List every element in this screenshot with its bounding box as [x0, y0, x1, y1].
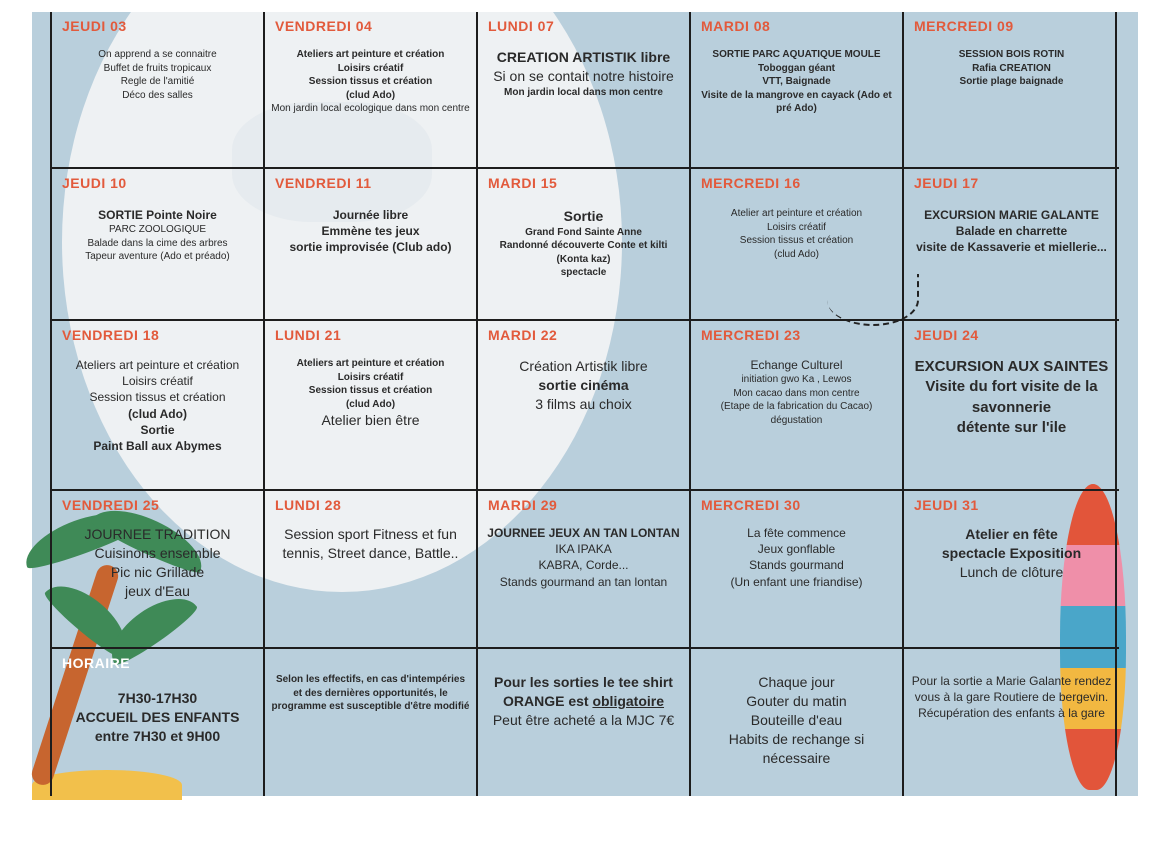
activity-line: Stands gourmand an tan lontan	[499, 574, 668, 589]
activity-line: (clud Ado)	[128, 406, 187, 421]
day-heading: MARDI 15	[488, 175, 558, 191]
activity-line: Déco des salles	[122, 89, 193, 101]
activity-line: Sortie	[563, 208, 604, 224]
day-cell	[52, 649, 265, 796]
activity-line: Stands gourmand	[749, 558, 844, 573]
activity-line: IKA IPAKA	[555, 542, 612, 557]
activity-line: (Un enfant une friandise)	[730, 574, 863, 589]
activity-line: Peut être acheté a la MJC 7€	[492, 711, 675, 728]
activity-list	[58, 207, 257, 264]
activity-line: Chaque jour	[758, 674, 835, 690]
activity-line: dégustation	[770, 414, 823, 426]
activity-list	[697, 357, 896, 427]
activity-line: Mon jardin local ecologique dans mon centre	[271, 103, 470, 114]
activity-line: ACCUEIL DES ENFANTS	[75, 708, 240, 725]
day-heading: JEUDI 17	[914, 175, 979, 191]
activity-line: Bouteille d'eau	[750, 711, 843, 728]
day-heading: JEUDI 10	[62, 175, 127, 191]
activity-line: sortie improvisée (Club ado)	[289, 240, 452, 255]
day-cell	[265, 12, 478, 169]
activity-line: Pour la sortie a Marie Galante rendez vous à la gare Routiere de bergevin.	[911, 674, 1112, 705]
day-heading: VENDREDI 11	[275, 175, 372, 191]
activity-line: JOURNEE JEUX AN TAN LONTAN	[487, 526, 680, 540]
activity-line: Balade dans la cime des arbres	[87, 237, 228, 249]
activity-line: Visite de la mangrove en cayack (Ado et pré Ado)	[701, 89, 892, 114]
activity-list	[484, 207, 683, 280]
day-heading: VENDREDI 04	[275, 18, 373, 34]
activity-line: Toboggan géant	[757, 62, 836, 74]
activity-line: Cuisinons ensemble	[94, 544, 221, 561]
day-heading: JEUDI 03	[62, 18, 127, 34]
activity-list	[910, 207, 1113, 256]
day-cell	[691, 169, 904, 321]
day-cell	[904, 491, 1119, 649]
activity-line: Jeux gonflable	[757, 542, 836, 557]
activity-line: initiation gwo Ka , Lewos	[741, 374, 852, 386]
activity-line: jeux d'Eau	[125, 582, 190, 599]
activity-line: Rafia CREATION	[972, 62, 1051, 74]
activity-line: Pic nic Grillade	[110, 563, 205, 580]
activity-line: Emmène tes jeux	[321, 224, 420, 239]
activity-list	[271, 357, 470, 430]
activity-line: Regle de l'amitié	[120, 76, 195, 87]
activity-line: Session tissus et création	[308, 76, 433, 87]
activity-list	[58, 48, 257, 102]
activity-line: (clud Ado)	[345, 398, 396, 410]
activity-list	[271, 673, 470, 714]
day-heading: MARDI 29	[488, 497, 558, 513]
activity-line: On apprend a se connaitre	[98, 49, 217, 60]
activity-line: EXCURSION MARIE GALANTE	[924, 208, 1099, 222]
day-heading: LUNDI 21	[275, 327, 342, 343]
activity-line: Randonné découverte Conte et kilti	[499, 240, 668, 252]
activity-line: Mon jardin local dans mon centre	[504, 86, 663, 98]
activity-line: SORTIE Pointe Noire	[98, 208, 217, 222]
activity-line: PARC ZOOLOGIQUE	[108, 224, 207, 236]
day-heading: LUNDI 07	[488, 18, 555, 34]
activity-line: Journée libre	[332, 208, 409, 222]
activity-list	[484, 48, 683, 99]
day-heading: MERCREDI 23	[701, 327, 801, 343]
activity-list	[697, 673, 896, 767]
activity-line: Grand Fond Sainte Anne	[525, 226, 642, 238]
activity-line: 3 films au choix	[535, 395, 632, 412]
activity-line: visite de Kassaverie et miellerie...	[916, 240, 1107, 255]
day-heading: LUNDI 28	[275, 497, 342, 513]
day-heading: JEUDI 24	[914, 327, 979, 343]
activity-line: VTT, Baignade	[762, 76, 831, 87]
activity-line: Session tissus et création	[89, 390, 226, 405]
activity-line: EXCURSION AUX SAINTES	[914, 358, 1109, 375]
activity-line: (clud Ado)	[345, 89, 396, 101]
activity-line: (Etape de la fabrication du Cacao)	[720, 401, 873, 413]
activity-line: sortie cinéma	[538, 376, 629, 393]
activity-line: Loisirs créatif	[122, 374, 193, 389]
activity-list	[271, 48, 470, 116]
day-heading: JEUDI 31	[914, 497, 979, 513]
activity-list	[697, 48, 896, 116]
activity-line: Gouter du matin	[746, 692, 847, 709]
activity-line: Loisirs créatif	[337, 62, 404, 74]
day-heading: MERCREDI 30	[701, 497, 801, 513]
activity-line: Buffet de fruits tropicaux	[103, 62, 212, 74]
activity-line: Paint Ball aux Abymes	[93, 438, 222, 453]
activity-line: Mon cacao dans mon centre	[733, 387, 860, 399]
activity-list	[697, 525, 896, 590]
day-heading: VENDREDI 25	[62, 497, 160, 513]
activity-line: Habits de rechange si nécessaire	[728, 730, 865, 766]
day-cell	[265, 321, 478, 491]
day-cell	[52, 491, 265, 649]
day-cell	[478, 169, 691, 321]
activity-list	[697, 207, 896, 261]
day-heading: MARDI 22	[488, 327, 558, 343]
activity-line: Loisirs créatif	[767, 221, 826, 233]
day-heading: MERCREDI 09	[914, 18, 1014, 34]
day-cell	[52, 321, 265, 491]
activity-line: Tapeur aventure (Ado et préado)	[85, 251, 230, 263]
activity-line: Session tissus et création	[308, 385, 433, 396]
day-cell	[691, 649, 904, 796]
activity-line: (Konta kaz)	[556, 253, 611, 265]
activity-line: 7H30-17H30	[117, 690, 198, 706]
activity-line: Session sport Fitness et fun tennis, Street dance, Battle..	[282, 526, 459, 561]
activity-list	[484, 673, 683, 730]
activity-line: Selon les effectifs, en cas d'intempéries et des dernières opportunités, le programme est susceptible d'être modifié	[271, 674, 470, 712]
activity-list	[910, 48, 1113, 89]
activity-line: spectacle	[560, 267, 607, 279]
activity-line: SESSION BOIS ROTIN	[958, 49, 1065, 60]
activity-list	[58, 689, 257, 746]
activity-line: Ateliers art peinture et création	[296, 358, 445, 369]
activity-line: savonnerie	[971, 398, 1052, 416]
activity-line: ORANGE est obligatoire	[502, 692, 665, 709]
day-cell	[52, 12, 265, 169]
activity-line: spectacle Exposition	[941, 544, 1082, 561]
emphasis-word: obligatoire	[592, 692, 665, 709]
activity-line: Balade en charrette	[955, 224, 1068, 239]
activity-list	[271, 525, 470, 563]
day-cell	[691, 491, 904, 649]
activity-line: Loisirs créatif	[337, 371, 404, 383]
day-cell	[478, 321, 691, 491]
day-cell	[904, 321, 1119, 491]
activity-line: KABRA, Corde...	[538, 558, 629, 573]
activity-line: Sortie plage baignade	[959, 76, 1064, 87]
activity-list	[910, 673, 1113, 722]
activity-line: Atelier bien être	[321, 412, 420, 428]
day-cell	[478, 649, 691, 796]
activity-line: Session tissus et création	[739, 235, 854, 246]
day-cell	[52, 169, 265, 321]
activity-line: Pour les sorties le tee shirt	[494, 674, 673, 690]
activity-line: Création Artistik libre	[519, 358, 648, 374]
activity-line: détente sur l'ile	[956, 418, 1067, 436]
activity-line: Atelier art peinture et création	[730, 208, 863, 219]
activity-line: entre 7H30 et 9H00	[94, 727, 221, 744]
activity-list	[484, 525, 683, 590]
day-cell	[265, 649, 478, 796]
day-cell	[265, 491, 478, 649]
day-cell	[265, 169, 478, 321]
day-cell	[904, 649, 1119, 796]
day-cell	[691, 12, 904, 169]
day-heading: MERCREDI 16	[701, 175, 801, 191]
day-cell	[904, 12, 1119, 169]
day-cell	[478, 12, 691, 169]
activity-list	[58, 525, 257, 601]
activity-line: La fête commence	[747, 526, 846, 540]
day-cell	[478, 491, 691, 649]
activity-list	[484, 357, 683, 414]
activity-calendar-grid	[50, 12, 1117, 796]
activity-list	[58, 357, 257, 454]
activity-line: Echange Culturel	[750, 358, 843, 372]
activity-list	[271, 207, 470, 256]
day-cell	[691, 321, 904, 491]
activity-list	[910, 357, 1113, 438]
activity-line: Atelier en fête	[965, 526, 1058, 542]
day-heading: VENDREDI 18	[62, 327, 160, 343]
day-heading: MARDI 08	[701, 18, 771, 34]
activity-line: Visite du fort visite de la	[925, 378, 1098, 396]
day-cell	[904, 169, 1119, 321]
activity-line: SORTIE PARC AQUATIQUE MOULE	[712, 49, 881, 60]
activity-line: JOURNEE TRADITION	[84, 526, 231, 542]
activity-line: Sortie	[140, 422, 175, 437]
activity-line: Ateliers art peinture et création	[296, 49, 445, 60]
activity-line: (clud Ado)	[773, 248, 820, 260]
activity-line: Ateliers art peinture et création	[75, 358, 240, 372]
activity-line: Récupération des enfants à la gare	[918, 706, 1105, 721]
day-heading: HORAIRE	[62, 655, 131, 671]
activity-line: CREATION ARTISTIK libre	[496, 49, 671, 65]
activity-list	[910, 525, 1113, 582]
activity-line: Si on se contait notre histoire	[493, 67, 674, 84]
activity-line: Lunch de clôture	[959, 563, 1064, 580]
